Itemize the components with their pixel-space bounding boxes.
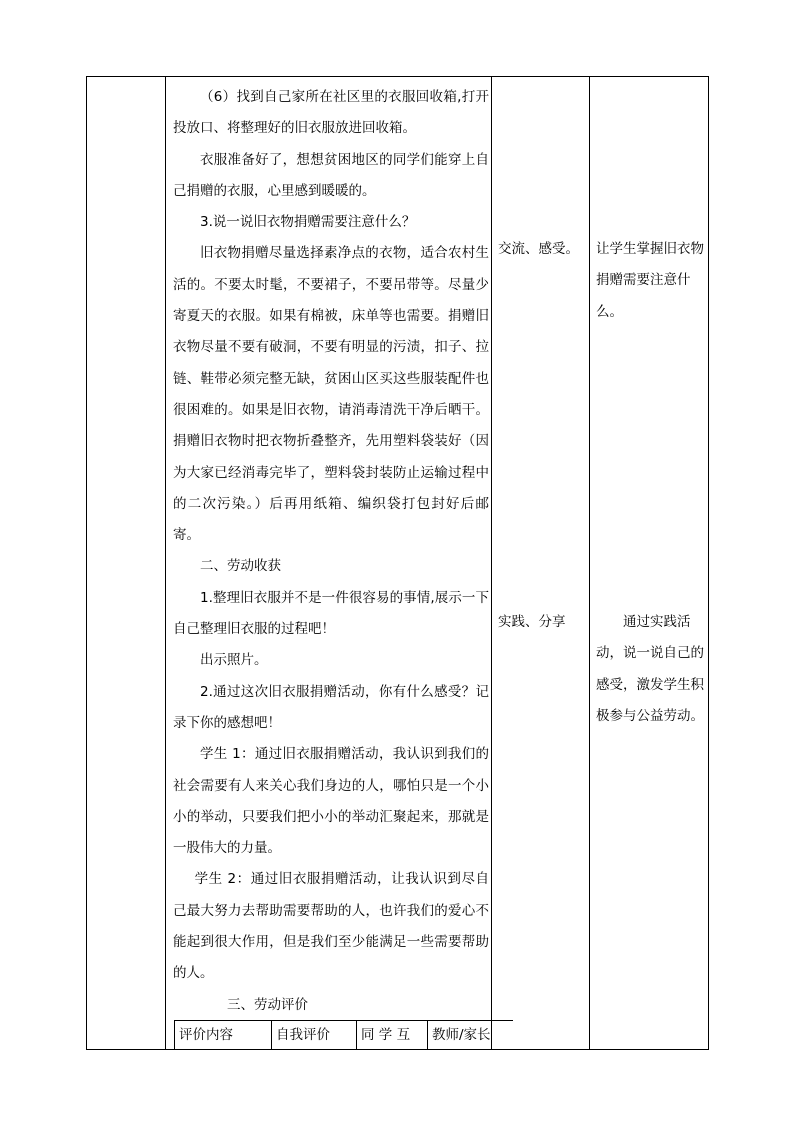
question-3-heading: 3.说一说旧衣物捐赠需要注意什么？ xyxy=(200,214,416,231)
intent-2: 通过实践活动，说一说自己的感受，激发学生积极参与公益劳动。 xyxy=(596,614,704,724)
activity-exchange: 交流、感受。 xyxy=(498,241,579,257)
prepared-paragraph: 衣服准备好了，想想贫困地区的同学们能穿上自己捐赠的衣服，心里感到暖暖的。 xyxy=(173,151,489,199)
step-6-paragraph: （6）找到自己家所在社区里的衣服回收箱,打开投放口、将整理好的旧衣服放进回收箱。 xyxy=(173,89,489,137)
section-2-heading: 二、劳动收获 xyxy=(200,558,281,575)
section-3-heading: 三、劳动评价 xyxy=(227,996,308,1013)
eval-header-peer: 同 学 互 xyxy=(357,1021,428,1050)
intent-1: 让学生掌握旧衣物捐赠需要注意什么。 xyxy=(596,241,704,320)
eval-header-self: 自我评价 xyxy=(272,1021,357,1050)
student-2-paragraph: 学生 2：通过旧衣服捐赠活动，让我认识到尽自己最大努力去帮助需要帮助的人，也许我们的爱心不能起到很大作用，但是我们至少能满足一些需要帮助的人。 xyxy=(173,871,489,982)
activity-practice: 实践、分享 xyxy=(498,614,566,630)
student-1-paragraph: 学生 1：通过旧衣服捐赠活动，我认识到我们的社会需要有人来关心我们身边的人，哪怕只是一个小小的举动，只要我们把小小的举动汇聚起来，那就是一股伟大的力量。 xyxy=(173,746,489,857)
donation-notes-paragraph: 旧衣物捐赠尽量选择素净点的衣物，适合农村生活的。不要太时髦，不要裙子，不要吊带等。尽量少寄夏天的衣服。如果有棉被，床单等也需要。捐赠旧衣物尽量不要有破洞，不要有明显的污渍，扣子、拉链、鞋带必须完整无缺，贫困山区买这些服装配件也很困难的。如果是旧衣物，请消毒清洗干净后晒干。 捐赠旧衣物时把衣物折叠整齐，先用塑料袋装好（因为大家已经消毒完毕了，塑料袋封装防止运输过程中的二次污染。）后再用纸箱、编织袋打包封好后邮寄。 xyxy=(173,245,489,544)
teaching-content-cell xyxy=(166,77,492,1050)
eval-header-content: 评价内容 xyxy=(175,1021,272,1050)
lesson-plan-table xyxy=(86,76,709,1050)
photos-paragraph: 出示照片。 xyxy=(200,652,268,669)
student-activity-cell xyxy=(492,77,590,1050)
eval-header-teacher: 教师/家长 xyxy=(428,1021,514,1050)
evaluation-header-row xyxy=(175,1021,514,1050)
evaluation-table xyxy=(174,1020,513,1049)
blank-column-cell xyxy=(87,77,166,1050)
design-intent-cell xyxy=(590,77,709,1050)
item-2-paragraph: 2.通过这次旧衣服捐赠活动，你有什么感受？记录下你的感想吧！ xyxy=(173,683,489,731)
item-1-paragraph: 1.整理旧衣服并不是一件很容易的事情,展示一下自己整理旧衣服的过程吧！ xyxy=(173,589,489,638)
